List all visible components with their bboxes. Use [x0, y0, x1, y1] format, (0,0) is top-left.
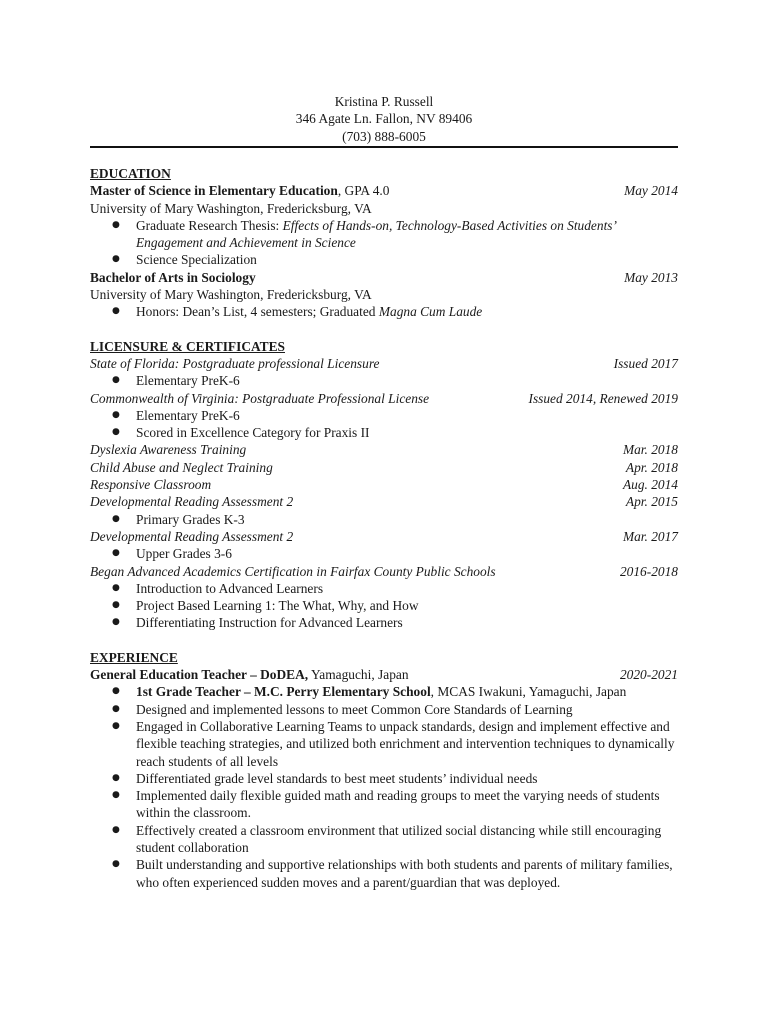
license-details [90, 372, 678, 389]
thesis-label: Graduate Research Thesis: [136, 217, 283, 233]
thesis-title: Effects of Hands-on, Technology-Based Activities on Students’ Engagement and Achievement in Science [136, 217, 616, 251]
degree-school: University of Mary Washington, Fredericksburg, VA [90, 200, 372, 216]
license-row [90, 390, 678, 407]
job-date: 2020-2021 [619, 667, 678, 683]
job-row [90, 666, 678, 683]
list-item: ● Differentiating Instruction for Advanced Learners [90, 614, 678, 631]
license-date: Issued 2017 [613, 355, 678, 371]
certificate-name: Began Advanced Academics Certification in Fairfax County Public Schools [90, 563, 496, 579]
degree-gpa: , GPA 4.0 [337, 183, 390, 199]
certificate-details [90, 511, 678, 528]
certificate-name: Responsive Classroom [90, 477, 212, 493]
degree-school: University of Mary Washington, Fredericksburg, VA [90, 287, 372, 303]
list-item: ● Project Based Learning 1: The What, Why, and How [90, 597, 678, 614]
list-item: ● Designed and implemented lessons to meet Common Core Standards of Learning [90, 701, 678, 718]
list-item: ● Implemented daily flexible guided math and reading groups to meet the varying needs of students within the classroom. [90, 787, 678, 822]
certificate-row [90, 528, 678, 545]
certificate-date: Mar. 2018 [622, 442, 678, 458]
list-item: ● Scored in Excellence Category for Praxis II [90, 424, 678, 441]
degree-details [90, 217, 678, 269]
list-item: ● Differentiated grade level standards to best meet students’ individual needs [90, 770, 678, 787]
degree-details [90, 303, 678, 320]
resume-body [90, 165, 678, 908]
certificate-row [90, 441, 678, 458]
certificate-name: Developmental Reading Assessment 2 [90, 494, 294, 510]
list-item: ● Primary Grades K-3 [90, 511, 678, 528]
license-date: Issued 2014, Renewed 2019 [528, 390, 678, 406]
licensure-heading: LICENSURE & CERTIFICATES [90, 338, 285, 354]
experience-section [90, 649, 678, 891]
list-item [90, 217, 678, 252]
certificate-row [90, 476, 678, 493]
list-item: ● Introduction to Advanced Learners [90, 580, 678, 597]
licensure-section [90, 338, 678, 632]
honors-italic: Magna Cum Laude [378, 304, 483, 320]
license-details [90, 407, 678, 442]
role-title: 1st Grade Teacher – M.C. Perry Elementary School [136, 684, 431, 700]
candidate-name: Kristina P. Russell [334, 94, 434, 109]
degree-row [90, 182, 678, 199]
candidate-phone: (703) 888-6005 [342, 128, 426, 144]
list-item: ● Effectively created a classroom environment that utilized social distancing while still encouraging student collaboration [90, 822, 678, 857]
certificate-name: Child Abuse and Neglect Training [90, 459, 273, 475]
list-item: ● Upper Grades 3-6 [90, 545, 678, 562]
job-title: General Education Teacher – DoDEA, [90, 667, 309, 683]
list-item: ● Elementary PreK-6 [90, 407, 678, 424]
job-location: Yamaguchi, Japan [308, 667, 409, 683]
certificate-row [90, 459, 678, 476]
list-item: ● Science Specialization [90, 251, 678, 268]
degree-title: Bachelor of Arts in Sociology [90, 269, 256, 285]
certificate-date: Mar. 2017 [622, 528, 678, 544]
certificate-date: 2016-2018 [619, 563, 678, 579]
role-location: , MCAS Iwakuni, Yamaguchi, Japan [430, 684, 627, 700]
license-row [90, 355, 678, 372]
experience-heading: EXPERIENCE [90, 649, 178, 665]
list-item: ● Built understanding and supportive relationships with both students and parents of military families, who often experienced sudden moves and a parent/guardian that was deployed. [90, 856, 678, 891]
degree-date: May 2014 [624, 183, 678, 199]
certificate-date: Aug. 2014 [622, 477, 678, 493]
certificate-row [90, 563, 678, 580]
education-section [90, 165, 678, 321]
certificate-details [90, 580, 678, 632]
license-name: Commonwealth of Virginia: Postgraduate Professional License [90, 390, 430, 406]
list-item: ● Engaged in Collaborative Learning Teams to unpack standards, design and implement effective and flexible teaching strategies, and utilized both enrichment and intervention techniques to dynamically reach students of all levels [90, 718, 678, 770]
candidate-address: 346 Agate Ln. Fallon, NV 89406 [295, 111, 473, 127]
honors-text: Honors: Dean’s List, 4 semesters; Graduated [136, 304, 379, 320]
list-item [90, 683, 678, 700]
certificate-name: Developmental Reading Assessment 2 [90, 528, 294, 544]
degree-date: May 2013 [624, 269, 678, 285]
list-item: ● Elementary PreK-6 [90, 372, 678, 389]
header-divider [90, 146, 678, 148]
certificate-name: Dyslexia Awareness Training [90, 442, 247, 458]
degree-row [90, 269, 678, 286]
certificate-row [90, 493, 678, 510]
certificate-date: Apr. 2018 [625, 459, 678, 475]
resume-header [90, 93, 678, 145]
education-heading: EDUCATION [90, 166, 171, 181]
job-details [90, 683, 678, 891]
certificate-date: Apr. 2015 [625, 494, 678, 510]
certificate-details [90, 545, 678, 562]
list-item [90, 303, 678, 320]
degree-title: Master of Science in Elementary Education [90, 183, 338, 199]
license-name: State of Florida: Postgraduate professional Licensure [90, 355, 380, 371]
